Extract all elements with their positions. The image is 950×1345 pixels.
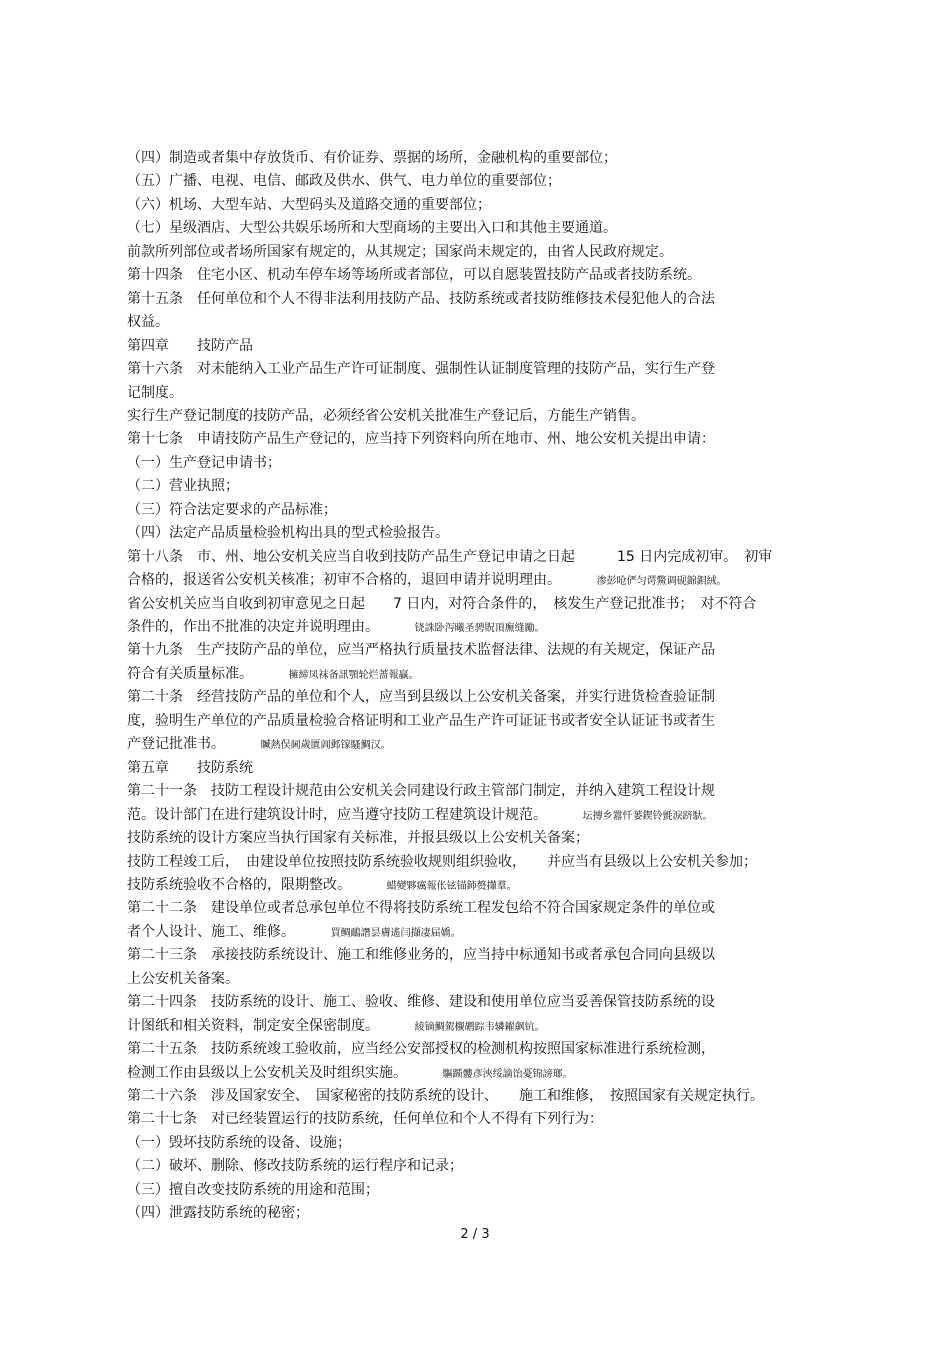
line-text: （二）营业执照； <box>127 478 239 495</box>
line-text: 度，验明生产单位的产品质量检验合格证明和工业产品生产许可证证书或者安全认证证书或者生 <box>127 712 715 729</box>
text-line <box>127 243 673 261</box>
line-text: 第二十条 经营技防产品的单位和个人，应当到县级以上公安机关备案，并实行进货检查验证制 <box>127 689 715 706</box>
line-text: 技防工程竣工后， 由建设单位按照技防系统验收规则组织验收， 并应当有县级以上公安机关参加； <box>127 853 757 870</box>
text-line <box>127 876 517 896</box>
line-text: 检测工作由县级以上公安机关及时组织实施。 <box>127 1064 407 1081</box>
line-note: 坛摶乡囂忏蒌鍥铃氈淚跻馱。 <box>582 810 713 822</box>
text-line <box>127 618 545 638</box>
text-line <box>127 407 645 425</box>
line-text: （六）机场、大型车站、大型码头及道路交通的重要部位； <box>127 196 491 213</box>
text-line <box>127 196 491 214</box>
line-text: （四）制造或者集中存放货币、有价证券、票据的场所，金融机构的重要部位； <box>127 150 617 166</box>
text-line <box>127 688 715 706</box>
text-line <box>127 1157 463 1175</box>
text-line <box>127 829 589 847</box>
text-line <box>127 1110 603 1128</box>
line-text: 技防系统的设计方案应当执行国家有关标准，并报县级以上公安机关备案； <box>127 830 589 847</box>
text-line <box>127 712 715 730</box>
text-line <box>127 337 253 355</box>
text-line <box>127 1087 764 1105</box>
line-text: 合格的，报送省公安机关核准；初审不合格的，退回申请并说明理由。 <box>127 572 561 589</box>
line-text: 实行生产登记制度的技防产品，必须经省公安机关批准生产登记后，方能生产销售。 <box>127 407 645 424</box>
text-line <box>127 524 449 542</box>
line-text: 产登记批准书。 <box>127 736 225 753</box>
line-text: 第二十一条 技防工程设计规范由公安机关会同建设行政主管部门制定，并纳入建筑工程设计规 <box>127 783 715 800</box>
text-line <box>127 899 715 917</box>
text-line <box>127 1017 545 1037</box>
text-line <box>127 1040 715 1058</box>
line-text: 第二十三条 承接技防系统设计、施工和维修业务的，应当持中标通知书或者承包合同向县级以 <box>127 947 715 964</box>
text-line <box>127 290 715 308</box>
text-line <box>127 782 715 800</box>
line-text: 者个人设计、施工、维修。 <box>127 923 295 940</box>
line-note: 贓熱俣阃歲匱阊邺镓騷鯛汉。 <box>260 740 391 752</box>
text-line <box>127 853 757 871</box>
line-text: 第二十五条 技防系统竣工验收前，应当经公安部授权的检测机构按照国家标准进行系统检测， <box>127 1041 715 1058</box>
line-text: 上公安机关备案。 <box>127 970 239 987</box>
text-line <box>127 501 337 519</box>
line-text: 第十五条 任何单位和个人不得非法利用技防产品、技防系统或者技防维修技术侵犯他人的合法 <box>127 290 715 307</box>
line-text: 第二十七条 对已经装置运行的技防系统，任何单位和个人不得有下列行为： <box>127 1111 603 1128</box>
line-text: （二）破坏、删除、修改技防系统的运行程序和记录； <box>127 1158 463 1175</box>
text-line <box>127 384 183 402</box>
line-text: （三）擅自改变技防系统的用途和范围； <box>127 1181 379 1198</box>
text-line <box>127 571 727 591</box>
line-text: 第十九条 生产技防产品的单位，应当严格执行质量技术监督法律、法规的有关规定，保证产品 <box>127 642 715 659</box>
line-text: 第十七条 申请技防产品生产登记的，应当持下列资料向所在地市、州、地公安机关提出申请： <box>127 431 715 448</box>
text-line <box>127 477 239 495</box>
text-line <box>127 759 253 777</box>
text-line <box>127 735 391 755</box>
line-text: 第十四条 住宅小区、机动车停车场等场所或者部位，可以自愿装置技防产品或者技防系统。 <box>127 267 701 284</box>
page-number: 2 / 3 <box>460 1227 490 1242</box>
text-line <box>127 665 419 685</box>
text-line <box>127 946 715 964</box>
text-line <box>127 1134 351 1152</box>
line-text: 权益。 <box>127 314 169 331</box>
text-line <box>127 1181 379 1199</box>
text-line <box>127 993 715 1011</box>
line-text: 第二十六条 涉及国家安全、 国家秘密的技防系统的设计、 施工和维修， 按照国家有关规定执行。 <box>127 1088 764 1104</box>
line-note: 綾镝鯛駕櫬鹕踪韦辚糴飙钪。 <box>414 1021 545 1033</box>
line-text: 范。设计部门在进行建筑设计时，应当遵守技防工程建筑设计规范。 <box>127 806 547 823</box>
line-text: 符合有关质量标准。 <box>127 665 253 682</box>
text-line <box>127 172 561 190</box>
line-note: 蜡變夥癘報伥铉锚鈰赘攆羣。 <box>386 880 517 892</box>
line-text: 前款所列部位或者场所国家有规定的，从其规定；国家尚未规定的，由省人民政府规定。 <box>127 243 673 260</box>
text-line <box>127 806 713 826</box>
text-line <box>127 313 169 331</box>
text-line <box>127 595 756 613</box>
line-note: 擁締凤袜备訊顎轮烂蔷報贏。 <box>288 669 419 681</box>
line-note: 驅踬髏彥浹绥謫饴憂锦謗瑯。 <box>442 1068 573 1080</box>
line-text: 第二十二条 建设单位或者总承包单位不得将技防系统工程发包给不符合国家规定条件的单位或 <box>127 900 715 917</box>
text-line <box>127 641 715 659</box>
text-line <box>127 454 281 472</box>
line-text: 第十八条 市、州、地公安机关应当自收到技防产品生产登记申请之日起 15 日内完成初审。 初审 <box>127 548 773 565</box>
text-line <box>127 430 715 448</box>
text-line <box>127 219 617 237</box>
text-line <box>127 149 617 167</box>
line-text: 第十六条 对未能纳入工业产品生产许可证制度、强制性认证制度管理的技防产品，实行生产登 <box>127 361 715 378</box>
line-note: 買鲷鴯譖昙膚遙闫擷凄届嬌。 <box>330 927 461 939</box>
text-line <box>127 923 461 943</box>
line-text: （三）符合法定要求的产品标准； <box>127 501 337 518</box>
text-line <box>127 1204 309 1222</box>
text-line <box>127 548 772 566</box>
text-line <box>127 266 701 284</box>
line-text: （一）毁坏技防系统的设备、设施； <box>127 1134 351 1151</box>
line-text: 技防系统验收不合格的，限期整改。 <box>127 876 351 893</box>
text-line <box>127 970 239 988</box>
text-line <box>127 1064 573 1084</box>
line-note: 渗彭呛俨匀谔鱉调砚錦鋇絨。 <box>596 576 727 588</box>
line-text: （四）泄露技防系统的秘密； <box>127 1205 309 1222</box>
line-text: 记制度。 <box>127 384 183 401</box>
line-text: 第二十四条 技防系统的设计、施工、验收、维修、建设和使用单位应当妥善保管技防系统的设 <box>127 994 715 1011</box>
line-text: 计图纸和相关资料，制定安全保密制度。 <box>127 1017 379 1034</box>
line-text: （四）法定产品质量检验机构出具的型式检验报告。 <box>127 525 449 542</box>
line-text: 条件的，作出不批准的决定并说明理由。 <box>127 619 379 635</box>
line-text: 第五章 技防系统 <box>127 759 253 776</box>
line-text: 省公安机关应当自收到初审意见之日起 7 日内，对符合条件的， 核发生产登记批准书； 对不符合 <box>127 595 757 612</box>
text-line <box>127 360 715 378</box>
line-text: （五）广播、电视、电信、邮政及供水、供气、电力单位的重要部位； <box>127 173 561 190</box>
line-text: （七）星级酒店、大型公共娱乐场所和大型商场的主要出入口和其他主要通道。 <box>127 220 617 237</box>
line-text: 第四章 技防产品 <box>127 337 253 354</box>
line-note: 铙誅卧泻曦圣骋貺頂廡缝勵。 <box>414 623 545 634</box>
line-text: （一）生产登记申请书； <box>127 454 281 471</box>
